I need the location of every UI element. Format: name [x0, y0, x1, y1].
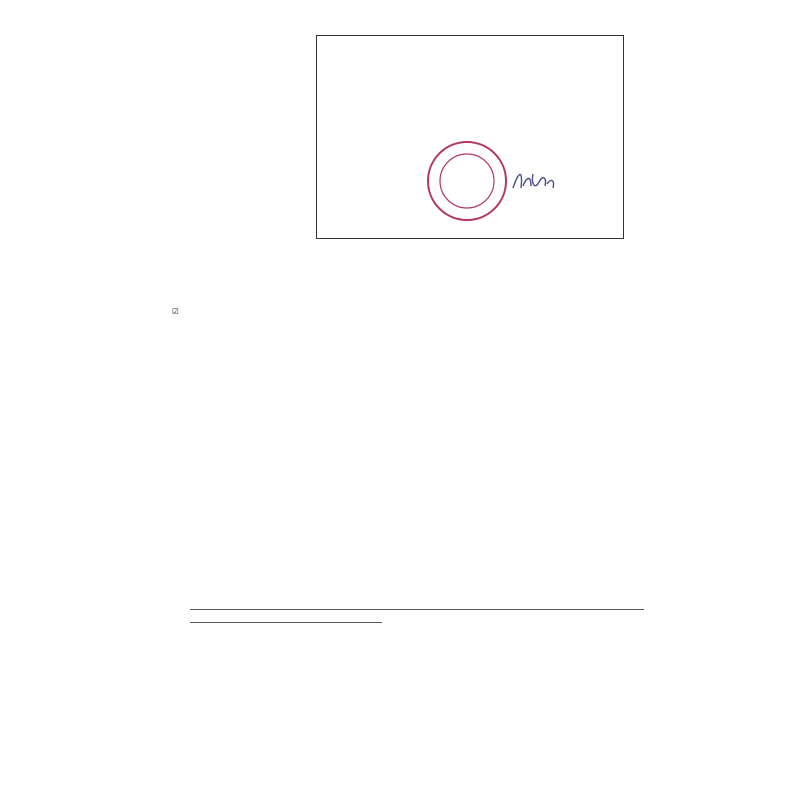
tick-box-icon: ☑ — [172, 307, 179, 316]
names-line-2 — [190, 622, 382, 623]
official-seal-stamp — [425, 139, 509, 223]
handwritten-signature — [509, 166, 559, 196]
tick-note — [172, 307, 179, 316]
names-line-1 — [190, 609, 644, 610]
official-use-box — [316, 35, 624, 239]
